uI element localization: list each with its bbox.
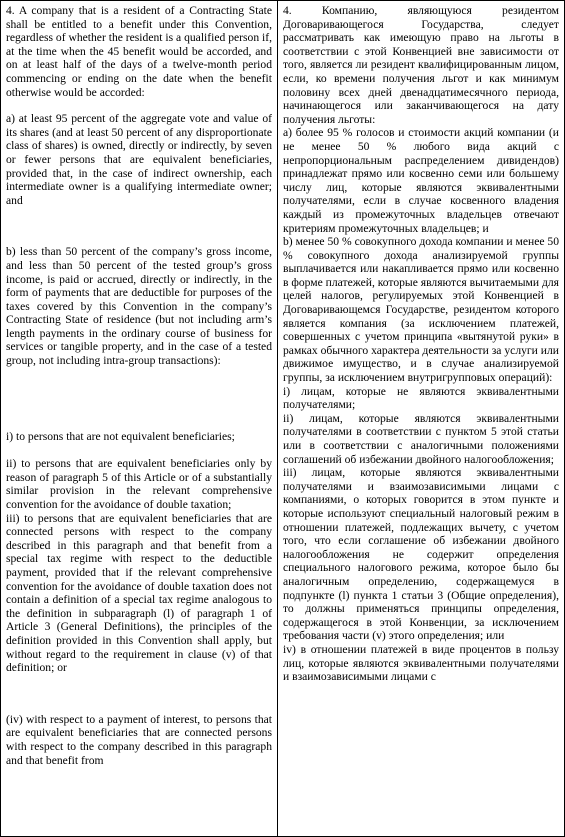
paragraph-4-intro-en: 4. A company that is a resident of a Contracting State shall be entitled to a benefit under this Convention, regardless of whether the resident is a qualified person if, at the time when the 45 benefit would be accorded, and on at least half of the days of a twelve-month period commencing or ending on the date when the benefit otherwise would be accorded: bbox=[6, 4, 272, 99]
clause-iv-ru: iv) в отношении платежей в виде процентов в пользу лиц, которые являются эквивалентными получателями и взаимозависимыми лицами с bbox=[283, 642, 559, 684]
clause-i-en: i) to persons that are not equivalent beneficiaries; bbox=[6, 429, 235, 443]
clause-ii-en: ii) to persons that are equivalent beneficiaries only by reason of paragraph 5 of this Article or of a substantially similar provision in the relevant comprehensive convention for the avoidance of double taxation; bbox=[6, 457, 272, 512]
subparagraph-a-en: a) at least 95 percent of the aggregate vote and value of its shares (and at least 50 percent of any disproportionate class of shares) is owned, directly or indirectly, by seven or fewer persons that are equivalent beneficiaries, provided that, in the case of indirect ownership, each intermediate owner is a qualifying intermediate owner; and bbox=[6, 112, 272, 207]
subparagraph-b-ru: b) менее 50 % совокупного дохода компании и менее 50 % совокупного дохода анализируемой группы выплачивается или накапливается прямо или косвенно в форме платежей, которые являются вычитаемыми для целей налогов, регулируемых этой Конвенцией в Договаривающемся Государстве, резидентом которого является компания (за исключением платежей, совершенных с учетом принципа «вытянутой руки» в рамках обычного характера деятельности за услуги или движимое имущество, и в случае анализируемой группы, за исключением внутригрупповых операций): bbox=[283, 235, 560, 385]
english-column bbox=[1, 1, 278, 836]
subparagraph-b-en: b) less than 50 percent of the company’s gross income, and less than 50 percent of the tested group’s gross income, is paid or accrued, directly or indirectly, in the form of payments that are deductible for purposes of the taxes covered by this Convention in the company’s Contracting State of residence (but not including arm’s length payments in the ordinary course of business for services or tangible property, and in the case of a tested group, not including intra-group transactions): bbox=[6, 245, 272, 368]
clause-ii-ru: ii) лицам, которые являются эквивалентными получателями в соответствии с пунктом 5 этой статьи или в соответствии с аналогичными положениями соглашений об избежании двойного налогообложения; bbox=[283, 411, 559, 466]
subparagraph-a-ru: а) более 95 % голосов и стоимости акций компании (и не менее 50 % любого вида акций с непропорциональным распределением дивидендов) принадлежат прямо или косвенно семи или большему числу лиц, которые являются эквивалентными получателями, если в случае косвенного владения каждый из промежуточных владельцев отвечают критериям промежуточных владельцев; и bbox=[283, 126, 559, 235]
clause-iv-en: (iv) with respect to a payment of interest, to persons that are equivalent beneficiaries that are connected persons with respect to the company described in this paragraph and that benefit from bbox=[6, 712, 272, 767]
clause-i-ru: i) лицам, которые не являются эквивалентными получателями; bbox=[283, 384, 559, 412]
clause-iii-ru: iii) лицам, которые являются эквивалентными получателями и взаимозависимыми лицами с компаниями, о которых говорится в этом пункте и которые используют специальный налоговый режим в отношении платежей, подлежащих вычету, с учетом того, что если соглашение об избежании двойного налогообложения не содержит определения специального налогового режима, которое было бы аналогичным определению, содержащемуся в подпункте (l) пункта 1 статьи 3 (Общие определения), то должны применяться принципы определения, содержащегося в этой Конвенции, за исключением требования части (v) этого определения; или bbox=[283, 466, 559, 643]
clause-iii-en: iii) to persons that are equivalent beneficiaries that are connected persons with respect to the company described in this paragraph and that benefit from a special tax regime with respect to the deductible payment, provided that if the relevant comprehensive convention for the avoidance of double taxation does not contain a definition of a special tax regime analogous to the definition in subparagraph (l) of paragraph 1 of Article 3 (General Definitions), the principles of the definition provided in this Convention shall apply, but without regard to the requirement in clause (v) of that definition; or bbox=[6, 511, 272, 675]
russian-column bbox=[278, 1, 564, 836]
paragraph-4-intro-ru: 4. Компанию, являющуюся резидентом Договаривающегося Государства, следует рассматривать как имеющую право на льготы в соответствии с этой Конвенцией вне зависимости от того, является ли резидент квалифицированным лицом, если, ко времени получения льгот и как минимум половину всех дней двенадцатимесячного периода, начинающегося или заканчивающегося на дату получения льготы: bbox=[283, 4, 559, 126]
